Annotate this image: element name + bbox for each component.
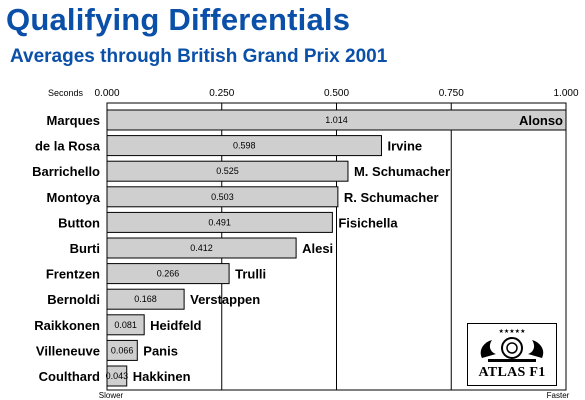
faster-driver-label: Trulli bbox=[235, 266, 267, 282]
faster-driver-label: Hakkinen bbox=[132, 369, 191, 384]
bar-value-label: 0.081 bbox=[114, 319, 137, 330]
x-tick-label: 0.250 bbox=[209, 88, 235, 99]
logo-text: ATLAS F1 bbox=[478, 365, 546, 380]
slower-driver-label: Montoya bbox=[46, 189, 100, 205]
svg-text:★★★★★: ★★★★★ bbox=[498, 329, 526, 335]
faster-driver-label: Heidfeld bbox=[150, 317, 202, 333]
bar-value-label: 0.412 bbox=[190, 243, 213, 253]
slower-driver-label: Villeneuve bbox=[35, 343, 100, 359]
faster-driver-label: Fisichella bbox=[338, 215, 398, 231]
bar-value-label: 0.598 bbox=[232, 140, 256, 151]
bar-value-label: 0.266 bbox=[156, 268, 180, 279]
axis-unit-label: Seconds bbox=[47, 88, 83, 98]
atlas-f1-logo bbox=[467, 323, 557, 386]
crest-icon bbox=[468, 324, 556, 364]
slower-driver-label: Frentzen bbox=[45, 266, 100, 282]
x-tick-label: 1.000 bbox=[553, 88, 579, 99]
faster-driver-label: Alonso bbox=[518, 113, 563, 128]
slower-driver-label: de la Rosa bbox=[34, 138, 100, 154]
slower-driver-label: Button bbox=[58, 215, 100, 231]
faster-driver-label: Panis bbox=[143, 343, 178, 359]
x-tick-label: 0.750 bbox=[438, 88, 464, 99]
bar-value-label: 1.014 bbox=[325, 115, 348, 125]
chart-subtitle: Averages through British Grand Prix 2001 bbox=[10, 46, 388, 67]
bar-value-label: 0.503 bbox=[211, 191, 234, 202]
bar-value-label: 0.525 bbox=[216, 166, 239, 177]
slower-driver-label: Burti bbox=[69, 241, 100, 256]
chart-title: Qualifying Differentials bbox=[6, 2, 351, 37]
axis-end-label-right: Faster bbox=[546, 391, 570, 400]
x-tick-label: 0.000 bbox=[94, 88, 120, 99]
slower-driver-label: Raikkonen bbox=[34, 317, 100, 333]
bar-value-label: 0.168 bbox=[134, 294, 157, 305]
axis-end-label-left: Slower bbox=[98, 391, 124, 400]
faster-driver-label: Alesi bbox=[302, 241, 334, 256]
slower-driver-label: Coulthard bbox=[38, 369, 100, 384]
faster-driver-label: Verstappen bbox=[190, 292, 261, 308]
slower-driver-label: Bernoldi bbox=[47, 292, 100, 308]
x-tick-label: 0.500 bbox=[323, 88, 350, 99]
faster-driver-label: Irvine bbox=[387, 138, 423, 154]
bar-value-label: 0.066 bbox=[110, 345, 134, 356]
bar-value-label: 0.491 bbox=[208, 217, 231, 228]
slower-driver-label: Barrichello bbox=[32, 164, 100, 180]
bar-value-label: 0.043 bbox=[105, 371, 129, 381]
faster-driver-label: M. Schumacher bbox=[353, 164, 451, 180]
faster-driver-label: R. Schumacher bbox=[343, 189, 439, 205]
slower-driver-label: Marques bbox=[46, 113, 100, 128]
